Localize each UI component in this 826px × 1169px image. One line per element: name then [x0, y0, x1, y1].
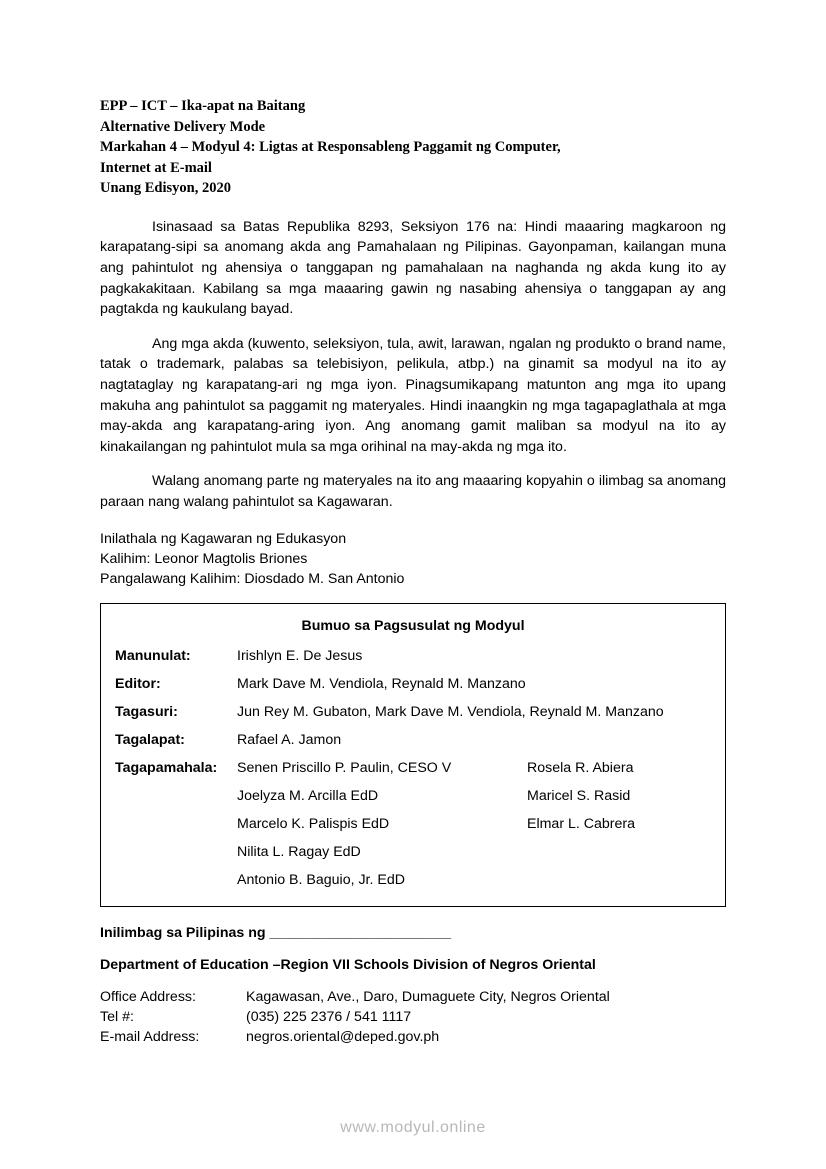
copyright-paragraph-1: Isinasaad sa Batas Republika 8293, Seksiyon 176 na: Hindi maaaring magkaroon ng karapatang-sipi sa anomang akda ang Pamahalaan ng Pilipinas. Gayonpaman, kailangan muna ang pahintulot ng ahensiya o tanggapan ng pamahalaan na naghanda ng akda kung ito ay pagkakakitaan. Kabilang sa mga maaaring gawin ng nasabing ahensiya o tanggapan ay ang pagtakda ng kaukulang bayad.: [100, 218, 726, 318]
credit-role-editor: Editor:: [115, 676, 161, 693]
credit-row: [115, 816, 711, 832]
credit-name-management-1: [237, 788, 711, 804]
credit-name-layout: Rafael A. Jamon: [237, 732, 342, 749]
credit-row: [115, 844, 711, 860]
credit-manager-left-3: Nilita L. Ragay EdD: [237, 844, 361, 861]
credit-role-management: Tagapamahala:: [115, 760, 218, 777]
credit-name-reviewer: Jun Rey M. Gubaton, Mark Dave M. Vendiola, Reynald M. Manzano: [237, 704, 664, 721]
credit-manager-right-4: [527, 872, 711, 888]
contact-label-office-address: Office Address:: [100, 989, 196, 1006]
secretary-line: Kalihim: Leonor Magtolis Briones: [100, 550, 308, 567]
credit-role-writer: Manunulat:: [115, 648, 191, 665]
credit-name-management-0: [237, 760, 711, 776]
credit-row: [115, 872, 711, 888]
contact-value-tel: (035) 225 2376 / 541 1117: [246, 1009, 412, 1026]
credit-row: [115, 676, 711, 692]
credit-role-layout: Tagalapat:: [115, 732, 185, 749]
credit-row: [115, 732, 711, 748]
publisher-line: Inilathala ng Kagawaran ng Edukasyon: [100, 530, 347, 547]
credit-name-writer: Irishlyn E. De Jesus: [237, 648, 363, 665]
header-module-title-continued: Internet at E-mail: [100, 159, 212, 176]
credit-row: [115, 788, 711, 804]
credit-row: [115, 760, 711, 776]
credit-manager-right-2: Elmar L. Cabrera: [527, 816, 636, 833]
contact-row: [100, 1007, 726, 1027]
credit-role-reviewer: Tagasuri:: [115, 704, 178, 721]
credit-manager-left-2: Marcelo K. Palispis EdD: [237, 816, 390, 833]
header-edition-line: Unang Edisyon, 2020: [100, 180, 231, 197]
credit-role-spacer: [115, 816, 237, 832]
watermark: www.modyul.online: [340, 1119, 486, 1136]
credit-role-spacer: [115, 844, 237, 860]
credit-role-spacer: [115, 788, 237, 804]
header-subject-line: EPP – ICT – Ika-apat na Baitang: [100, 98, 306, 114]
publisher-block: [100, 529, 726, 589]
copyright-paragraph-2: Ang mga akda (kuwento, seleksiyon, tula, awit, larawan, ngalan ng produkto o brand name, tatak o trademark, palabas sa telebisiyon, pelikula, atbp.) na ginamit sa modyul na ito ay nagtataglay ng karapatang-ari ng mga iyon. Pinagsumikapang matunton ang mga ito upang makuha ang pahintulot sa paggamit ng materyales. Hindi inaangkin ng mga tagapaglathala at mga may-akda ang karapatang-aring iyon. Ang anomang gamit maliban sa modyul na ito ay kinakailangan ng pahintulot mula sa mga orihinal na may-akda ng mga ito.: [100, 335, 726, 455]
header-module-title-line: Markahan 4 – Modyul 4: Ligtas at Responsableng Paggamit ng Computer,: [100, 139, 561, 156]
credits-title: Bumuo sa Pagsusulat ng Modyul: [301, 618, 525, 635]
header-mode-line: Alternative Delivery Mode: [100, 118, 266, 135]
contact-label-email: E-mail Address:: [100, 1029, 200, 1046]
contact-row: [100, 987, 726, 1007]
credit-manager-left-1: Joelyza M. Arcilla EdD: [237, 788, 379, 805]
printed-in-line: Inilimbag sa Pilipinas ng _______________________: [100, 925, 451, 942]
credit-row: [115, 704, 711, 720]
credit-manager-left-4: Antonio B. Baguio, Jr. EdD: [237, 872, 405, 889]
department-line: Department of Education –Region VII Schools Division of Negros Oriental: [100, 957, 596, 974]
contact-row: [100, 1027, 726, 1047]
credit-manager-right-3: [527, 844, 711, 860]
undersecretary-line: Pangalawang Kalihim: Diosdado M. San Antonio: [100, 570, 405, 587]
credit-manager-left-0: Senen Priscillo P. Paulin, CESO V: [237, 760, 452, 777]
credit-manager-right-1: Maricel S. Rasid: [527, 788, 631, 805]
contact-value-office-address: Kagawasan, Ave., Daro, Dumaguete City, Negros Oriental: [246, 989, 610, 1006]
credit-name-management-3: [237, 844, 711, 860]
credit-name-management-2: [237, 816, 711, 832]
copyright-paragraph-3: Walang anomang parte ng materyales na ito ang maaaring kopyahin o ilimbag sa anomang paraan nang walang pahintulot sa Kagawaran.: [100, 473, 726, 511]
contact-details: [100, 987, 726, 1047]
credit-role-spacer: [115, 872, 237, 888]
credit-name-editor: Mark Dave M. Vendiola, Reynald M. Manzano: [237, 676, 526, 693]
credit-row: [115, 648, 711, 664]
contact-value-email: negros.oriental@deped.gov.ph: [246, 1029, 440, 1046]
credit-manager-right-0: Rosela R. Abiera: [527, 760, 634, 777]
module-header: [100, 96, 726, 199]
credits-box: [100, 603, 726, 907]
credit-name-management-4: [237, 872, 711, 888]
contact-label-tel: Tel #:: [100, 1009, 134, 1026]
